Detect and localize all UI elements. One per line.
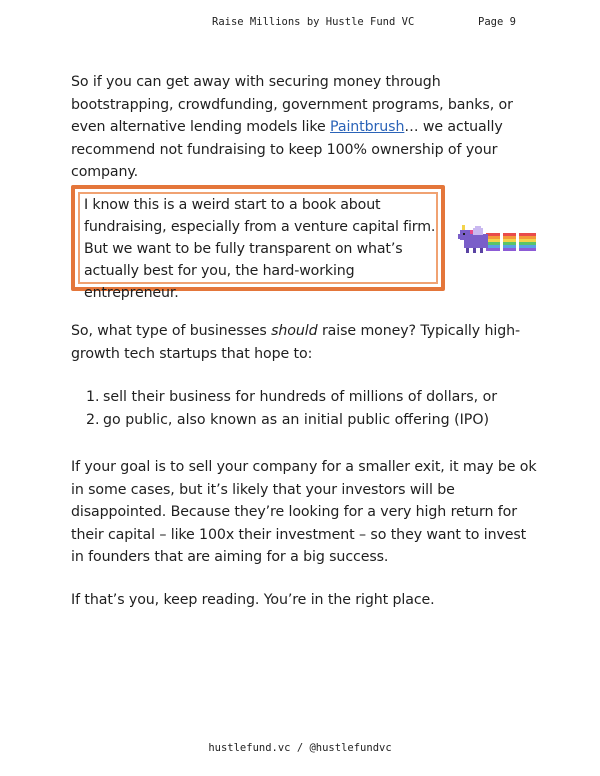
question-emphasis: should [271,323,318,339]
question-text-after: raise money? Typically high-growth tech startups that hope to: [71,323,521,362]
goals-list [86,386,497,431]
paintbrush-link[interactable]: Paintbrush [330,119,405,135]
page-footer: hustlefund.vc / @hustlefundvc [208,742,392,754]
page-header [0,16,600,34]
list-item [86,386,497,409]
callout-box [71,185,445,301]
list-text: sell their business for hundreds of millions of dollars, or [103,389,498,405]
intro-text-after: … we actually recommend not fundraising to keep 100% ownership of your company. [71,119,503,180]
callout-text: I know this is a weird start to a book about fundraising, especially from a venture capital firm. But we want to be fully transparent on what’s actually best for you, the hard-working entrepreneur. [84,197,436,301]
list-number: 2. [86,411,100,428]
question-paragraph [71,320,541,365]
list-text: go public, also known as an initial public offering (IPO) [103,411,490,428]
book-title: Raise Millions by Hustle Fund VC [212,16,415,28]
list-item [86,409,497,432]
intro-text-before: So if you can get away with securing money through bootstrapping, crowdfunding, government programs, banks, or even alternative lending models like [71,74,513,135]
pixel-unicorn-rainbow-icon [456,222,538,258]
exit-paragraph: If your goal is to sell your company for a smaller exit, it may be ok in some cases, but it’s likely that your investors will be disappointed. Because they’re looking for a very high return for their capital – like 100x their investment – so they want to invest in founders that are aiming for a big success. [71,459,537,565]
list-number: 1. [86,389,100,405]
page-number: Page 9 [478,16,516,28]
question-text-before: So, what type of businesses [71,323,272,339]
closing-paragraph: If that’s you, keep reading. You’re in the right place. [71,592,435,608]
intro-paragraph [71,71,541,184]
